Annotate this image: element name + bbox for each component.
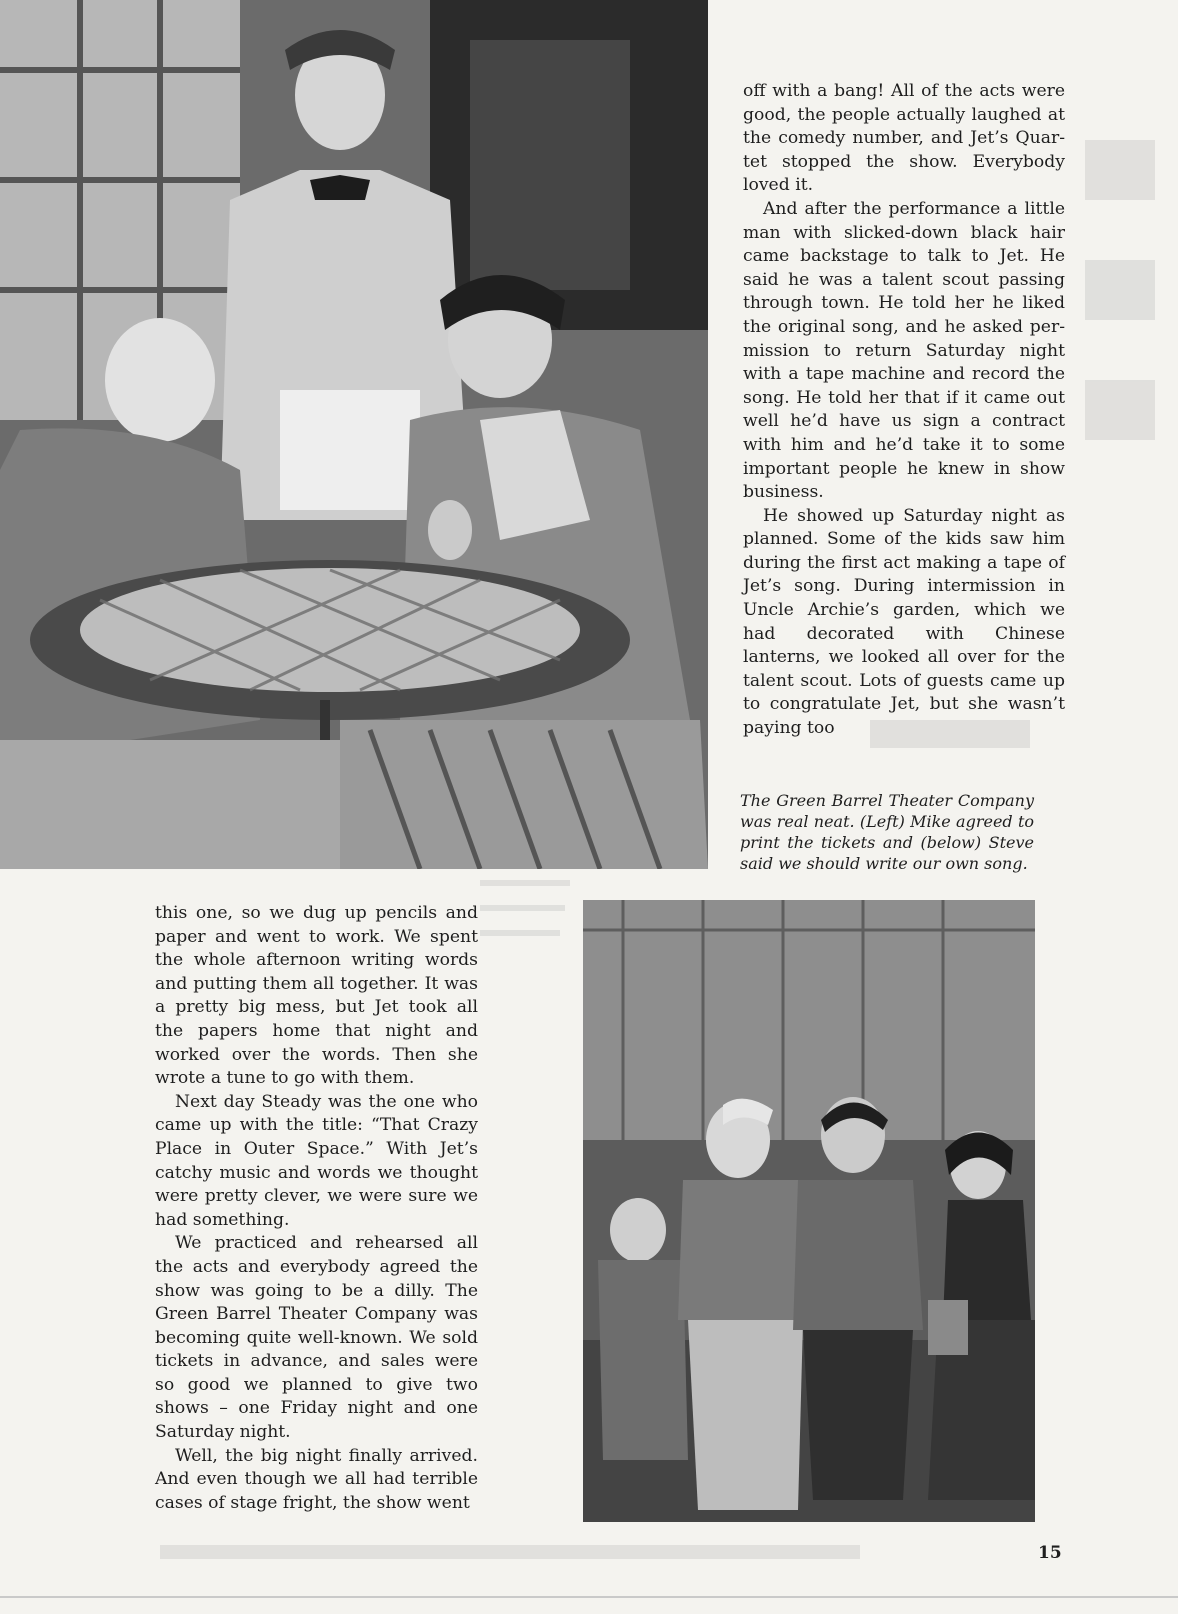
- paragraph: Next day Steady was the one who came up with the title: “That Crazy Place in Outer Space.” With Jet’s catchy music and words we thought were pretty clever, we were sure we had something.: [155, 1091, 478, 1230]
- photo-ice-cream-parlor: [0, 0, 708, 869]
- paragraph: Well, the big night finally arrived. And even though we all had terrible cases of stage fright, the show went: [155, 1445, 478, 1513]
- paragraph: We practiced and rehearsed all the acts and everybody agreed the show was going to be a dilly. The Green Barrel Theater Company was becoming quite well-known. We sold tickets in advance, and sales were so good we planned to give two shows – one Friday night and one Saturday night.: [155, 1233, 478, 1443]
- paragraph: He showed up Saturday night as planned. Some of the kids saw him during the first act making a tape of Jet’s song. During intermission in Uncle Archie’s garden, which we had decorated with Chinese lanterns, we looked all over for the talent scout. Lots of guests came up to congratulate Jet, but she wasn’t paying too: [743, 505, 1065, 739]
- paragraph: this one, so we dug up pencils and paper and went to work. We spent the whole afternoon writing words and putting them all together. It was a pretty big mess, but Jet took all the papers home that night and worked over the words. Then she wrote a tune to go with them.: [155, 903, 478, 1089]
- photo-caption: The Green Barrel Theater Company was real neat. (Left) Mike agreed to print the tickets and (below) Steve said we should write our own song.: [740, 791, 1034, 873]
- paragraph: And after the performance a little man with slicked-down black hair came backstage to talk to Jet. He said he was a talent scout passing through town. He told her he liked the original song, and he asked permission to return Saturday night with a tape machine and record the song. He told her that if it came out well he’d have us sign a contract with him and he’d take it to some important people he knew in show business.: [743, 198, 1065, 503]
- page-number: 15: [1038, 1543, 1062, 1563]
- page-edge-rule: [0, 1596, 1178, 1598]
- photo-group-outdoors: [583, 900, 1035, 1522]
- article-column-left: [155, 902, 478, 1515]
- article-column-right: [743, 80, 1065, 741]
- paragraph: off with a bang! All of the acts were good, the people actually laughed at the comedy number, and Jet’s Quartet stopped the show. Everybody loved it.: [743, 81, 1065, 196]
